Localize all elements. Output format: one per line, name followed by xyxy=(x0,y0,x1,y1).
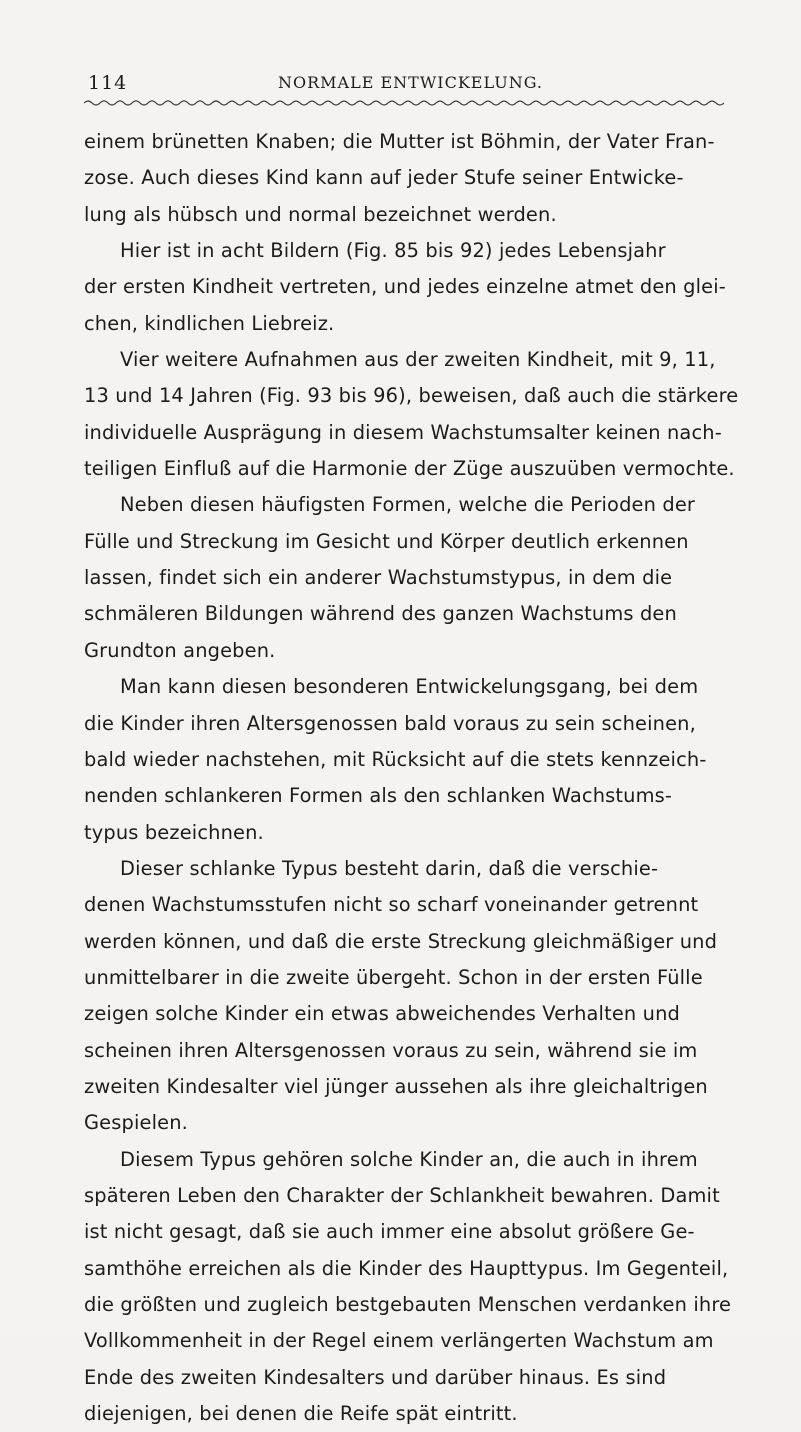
text-line: teiligen Einfluß auf die Harmonie der Züge auszuüben vermochte. xyxy=(84,457,735,481)
text-line: bald wieder nachstehen, mit Rücksicht auf die stets kennzeich- xyxy=(84,747,707,771)
running-title: NORMALE ENTWICKELUNG. xyxy=(278,73,544,92)
text-line: individuelle Ausprägung in diesem Wachstumsalter keinen nach- xyxy=(84,420,722,444)
paragraph-start-line: Neben diesen häufigsten Formen, welche die Perioden der xyxy=(120,493,696,517)
text-line: 13 und 14 Jahren (Fig. 93 bis 96), beweisen, daß auch die stärkere xyxy=(84,384,739,408)
text-line: zweiten Kindesalter viel jünger aussehen als ihre gleichaltrigen xyxy=(84,1074,708,1098)
text-line: der ersten Kindheit vertreten, und jedes einzelne atmet den glei- xyxy=(84,275,726,299)
text-line: werden können, und daß die erste Streckung gleichmäßiger und xyxy=(84,929,718,953)
body-text xyxy=(84,124,740,1432)
text-line: zeigen solche Kinder ein etwas abweichendes Verhalten und xyxy=(84,1002,681,1026)
paragraph-start-line: Hier ist in acht Bildern (Fig. 85 bis 92) jedes Lebensjahr xyxy=(120,239,666,263)
text-line: einem brünetten Knaben; die Mutter ist Böhmin, der Vater Fran- xyxy=(84,130,715,153)
paragraph-start-line: Diesem Typus gehören solche Kinder an, die auch in ihrem xyxy=(120,1147,698,1171)
text-line: Gespielen. xyxy=(84,1111,188,1135)
text-line: scheinen ihren Altersgenossen voraus zu sein, während sie im xyxy=(84,1038,698,1062)
text-line: die größten und zugleich bestgebauten Menschen verdanken ihre xyxy=(84,1293,732,1316)
text-line: lassen, findet sich ein anderer Wachstumstypus, in dem die xyxy=(84,566,673,590)
text-line: zose. Auch dieses Kind kann auf jeder Stufe seiner Entwicke- xyxy=(84,166,684,190)
page-number: 114 xyxy=(88,72,128,94)
text-line: samthöhe erreichen als die Kinder des Haupttypus. Im Gegenteil, xyxy=(84,1256,729,1280)
text-line: chen, kindlichen Liebreiz. xyxy=(84,311,335,335)
paragraph-start-line: Dieser schlanke Typus besteht darin, daß die verschie- xyxy=(120,856,659,880)
text-line: Fülle und Streckung im Gesicht und Körper deutlich erkennen xyxy=(84,529,689,553)
paragraph-start-line: Man kann diesen besonderen Entwickelungsgang, bei dem xyxy=(120,675,699,699)
paragraph-start-line: Vier weitere Aufnahmen aus der zweiten Kindheit, mit 9, 11, xyxy=(120,348,716,372)
text-line: typus bezeichnen. xyxy=(84,820,264,844)
text-line: denen Wachstumsstufen nicht so scharf voneinander getrennt xyxy=(84,893,699,917)
text-line: Grundton angeben. xyxy=(84,638,276,662)
text-line: lung als hübsch und normal bezeichnet werden. xyxy=(84,202,557,226)
text-line: die Kinder ihren Altersgenossen bald voraus zu sein scheinen, xyxy=(84,711,696,735)
text-line: diejenigen, bei denen die Reife spät eintritt. xyxy=(84,1402,518,1426)
text-line: unmittelbarer in die zweite übergeht. Schon in der ersten Fülle xyxy=(84,965,703,989)
text-line: Vollkommenheit in der Regel einem verlängerten Wachstum am xyxy=(84,1329,714,1353)
running-head xyxy=(88,72,728,96)
text-line: schmäleren Bildungen während des ganzen Wachstums den xyxy=(84,602,677,626)
text-line: Ende des zweiten Kindesalters und darüber hinaus. Es sind xyxy=(84,1365,667,1389)
text-line: späteren Leben den Charakter der Schlankheit bewahren. Damit xyxy=(84,1183,720,1207)
text-line: ist nicht gesagt, daß sie auch immer eine absolut größere Ge- xyxy=(84,1220,695,1244)
wavy-rule-ornament xyxy=(84,98,724,108)
text-line: nenden schlankeren Formen als den schlanken Wachstums- xyxy=(84,784,673,808)
